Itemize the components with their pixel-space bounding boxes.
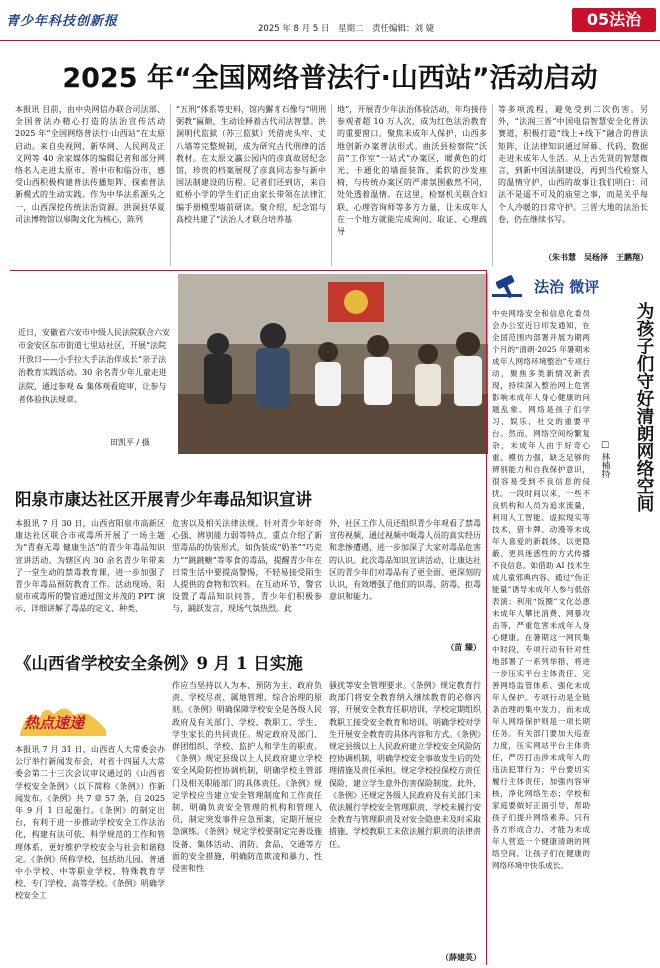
article-2-column-2: 危害以及相关法律法规。针对青少年好奇心强、辨别能力弱等特点，重点介绍了新型毒品的伪装形式，如伪装成“奶茶”“巧克力”“跳跳糖”等零食的毒品，提醒青少年在日常生活中要提高警惕，不轻易接受陌生人提供的食物和饮料。在互动环节，警官设置了毒品知识问答，青少年们积极参与，踊跃发言，现场气氛热烈。此 [172,519,322,614]
photo-credit: 田凯平 / 摄 [110,438,150,447]
article-2-byline: （苗 臻） [446,642,481,652]
commentary-title: 为孩子们守好清朗网络空间 [634,302,654,512]
section-tag: 05法治 [572,8,656,32]
courtroom-photo-illustration [178,274,488,454]
article-3-column-3: 骚扰等安全管理要求。《条例》规定教育行政部门将安全教育纳入继续教育的必修内容，开展安全教育任职培训，学校定期组织教职工接受安全教育和培训。明确学校对学生开展安全教育的具体内容和方式。《条例》规定县级以上人民政府建立学校安全风险防控协调机制，明确学校安全事故发生后的处理措施及责任承担。规定学校投保校方责任保险，建立学生意外伤害保险制度。此外，《条例》还规定各级人民政府及有关部门未依法履行学校安全管理职责、学校未履行安全教育与管理职责及对安全隐患未及时采取措施、学校教职工未依法履行职责的法律责任。 [329,681,481,849]
gavel-icon [490,274,530,298]
commentary-author: □ 林楠特 [600,440,610,479]
masthead-logo: 青少年科技创新报 [6,14,119,29]
dateline: 2025 年 8 月 5 日 星期二 责任编辑：刘 婕 [258,24,435,34]
article-1-column-2: “五刑”体系等史料，馆内獬豸石像与“明刑弼教”匾额，生动诠释着古代司法智慧。洪洞明代监狱（苏三监狱）凭借虎头牢、丈八墙等完整规制，成为研究古代刑律的活教材。在太原文瀛公园内的彦真故居纪念馆，珍贵的档案展现了彦真同志参与新中国法制建设的历程。记者们还到访，来自虹桥小学的学生们正由家长带领在法律汇编手册模型墙前研读。聚介绍，纪念馆与高校共建了“法治人才联合培养基 [176,105,326,224]
article-1-column-4: 等多项流程，避免受到二次伤害。另外，“法润三晋”中国电信智慧安全化普法赛道，积极打造“线上+线下”融合的普法矩阵，让法律知识通过屏幕、代码、数据走进未成年人生活。从上古先贤的智慧微言，到新中国法制建设，再到当代检察人的温情守护，山西的故事让我们明白：司法不是遥不可及的庙堂之事，而是关乎每个人冷暖的日常守护。三晋大地的法治长卷，仍在继续书写。 [498,105,648,224]
article-3-title: 《山西省学校安全条例》9 月 1 日实施 [15,654,303,673]
photo-caption: 近日，安徽省六安市中级人民法院联合六安市金安区东市街道七里站社区，开展“法院开放日——小手拉大手法治伴成长”亲子法治教育实践活动。30 余名青少年儿童走进法院，通过参观 & 集体观看庭审，让参与者体验执法规章。 [18,328,170,405]
header-divider [0,40,660,41]
article-3-column-1: 本报讯 7 月 31 日，山西省人大常委会办公厅举行新闻发布会，对省十四届人大常委会第二十三次会议审议通过的《山西省学校安全条例》（以下简称《条例》）作新闻发布。《条例》共 7 章 57 条，自 2025 年 9 月 1 日起施行。《条例》的制定出台，有利于进一步推动学校安全工作法治化，构建有法可依、科学规范的工作和管理体系，更好维护学校安全与社会和谐稳定。《条例》所称学校，包括幼儿园、普通中小学校、中等职业学校、特殊教育学校、专门学校、高等学校。《条例》明确学校安全工 [15,745,165,901]
column-divider [170,104,171,266]
hot-news-badge [14,700,112,740]
article-1-byline: （朱书慧 吴杨泽 王鹏翔） [544,252,648,262]
column-divider [331,104,332,266]
commentary-body-top: 中央网络安全和信息化委员会办公室近日印发通知，在全国范围内部署开展为期两个月的“清朗·2025 年暑期未成年人网络环境整治”专项行动，聚焦多类新情况新表现，持续深入整治网上危害影响未成年人身心健康的问题乱象。网络是孩子们学习、娱乐、社交的重要平台。然而，网络空间纷繁复杂，未成年人由于好奇心重、模仿力强，缺乏足够的辨别能力和自我保护意识，很容易受到不良信息的侵扰。一段时间以来，一些不良机构和人员为追求流量，利用人工智能、虚拟现实等技术，借卡牌、动漫等未成年人喜爱的新载体，以更隐蔽、更具迷惑性的方式传播不良信息。如借助 AI 技术生成儿童邪典内容、通过“伪正能量”诱导未成年人参与低俗表演；利用“饭圈”文化怂恿未成年人攀比消费、网暴攻击等，严重危害未成年人身心健康。在暑期这一网民集中时段，专项行动有针对性地部署了一系列举措，将进一步压实平台主体责任、完善网络监管体系、强化未成年人保护。专项行动是全链条治理的集中发力，而未成年人网络保护则是一项长期任务。有关部门要加大巡查力度，压实网站平台主体责任，严厉打击涉未成年人的违法犯罪行为；平台要切实履行主体责任，加强内容审核，净化网络生态；学校和家庭要做好正面引导，帮助孩子们提升网络素养。只有各方形成合力，才能为未成年人营造一个健康清朗的网络空间，让孩子们在健康的网络环境中快乐成长。 [492,309,590,870]
commentary-section-label: 法治 微评 [534,278,600,296]
article-1-column-3: 地”，开展青少年法治体验活动，年均接待参观者超 10 万人次，成为红色法治教育的重要窗口。聚焦未成年人保护，山西多地创新办案普法形式。曲沃县检察院“沃苗”工作室“一站式”办案区，暖黄色的灯光、卡通化的墙面装饰、柔软的沙发座椅，与传统办案区的严肃氛围截然不同，处处透着温情。在这里，检察机关联合妇联、心理咨询师等多方力量，让未成年人在一个地方就能完成询问、取证、心理疏导 [337,105,487,237]
article-2-column-3: 外，社区工作人员还组织青少年观看了禁毒宣传视频，通过视频中吸毒人员的真实经历和悲惨遭遇，进一步加深了大家对毒品危害的认识。此次毒品知识宣讲活动，让康达社区的青少年们对毒品有了更全面、更深刻的认识，有效增强了他们的识毒、防毒、拒毒意识和能力。 [329,519,481,602]
section-divider [10,270,486,271]
badge-label: 热点速递 [24,714,85,732]
commentary-header [490,274,652,298]
page-header [0,0,660,40]
article-3-column-2: 作应当坚持以人为本、预防为主、政府负责、学校尽责、属地管理、综合治理的原则。《条例》明确保障学校安全是各级人民政府及有关部门、学校、教职工、学生、学生家长的共同责任。规定政府及部门、群团组织、学校、监护人和学生的职责。《条例》规定县级以上人民政府建立学校安全风险防控协调机制，明确学校主管部门及相关职能部门的具体责任。《条例》规定学校应当建立安全管理制度和工作责任制，明确负责安全管理的机构和管理人员，制定突发事件应急预案，定期开展应急演练。《条例》规定学校要制定完善设施设备、集体活动、消防、食品、交通等方面的安全措施，明确防范欺凌和暴力、性侵害和性 [172,681,322,874]
article-1-column-1: 本报讯 目前，由中央网信办联合司法部、全国普法办精心打造的法治宣传活动 2025 年“全国网络普法行·山西站”在太原启动。来自央视网、新华网、人民网及正义网等 40 余家媒体的编辑记者和部分网络名人走进太原市、晋中市和临汾市，感受山西积极构建普法传播矩阵、探索普法新模式的生动实践。作为中华法系源头之一，山西深挖传统法治资源。洪洞县华夏司法博物馆以皋陶文化为核心，陈列 [15,105,165,224]
news-photo [178,274,488,454]
commentary-divider [486,270,487,965]
article-1-title: 2025 年“全国网络普法行·山西站”活动启动 [62,63,598,94]
column-divider [492,104,493,266]
article-3-byline: （薛建英） [441,952,481,962]
article-2-title: 阳泉市康达社区开展青少年毒品知识宣讲 [15,490,312,509]
article-2-column-1: 本报讯 7 月 30 日，山西省阳泉市高新区康达社区联合市戒毒所开展了一场主题为“青春无毒 健康生活”的青少年毒品知识宣讲活动。为辖区内 30 余名青少年带来了一堂生动的禁毒教育课，进一步加强了青少年毒品预防教育工作。活动现场，阳泉市戒毒所的警官通过图文并茂的 PPT 演示，详细讲解了毒品的定义、种类、 [15,519,165,614]
